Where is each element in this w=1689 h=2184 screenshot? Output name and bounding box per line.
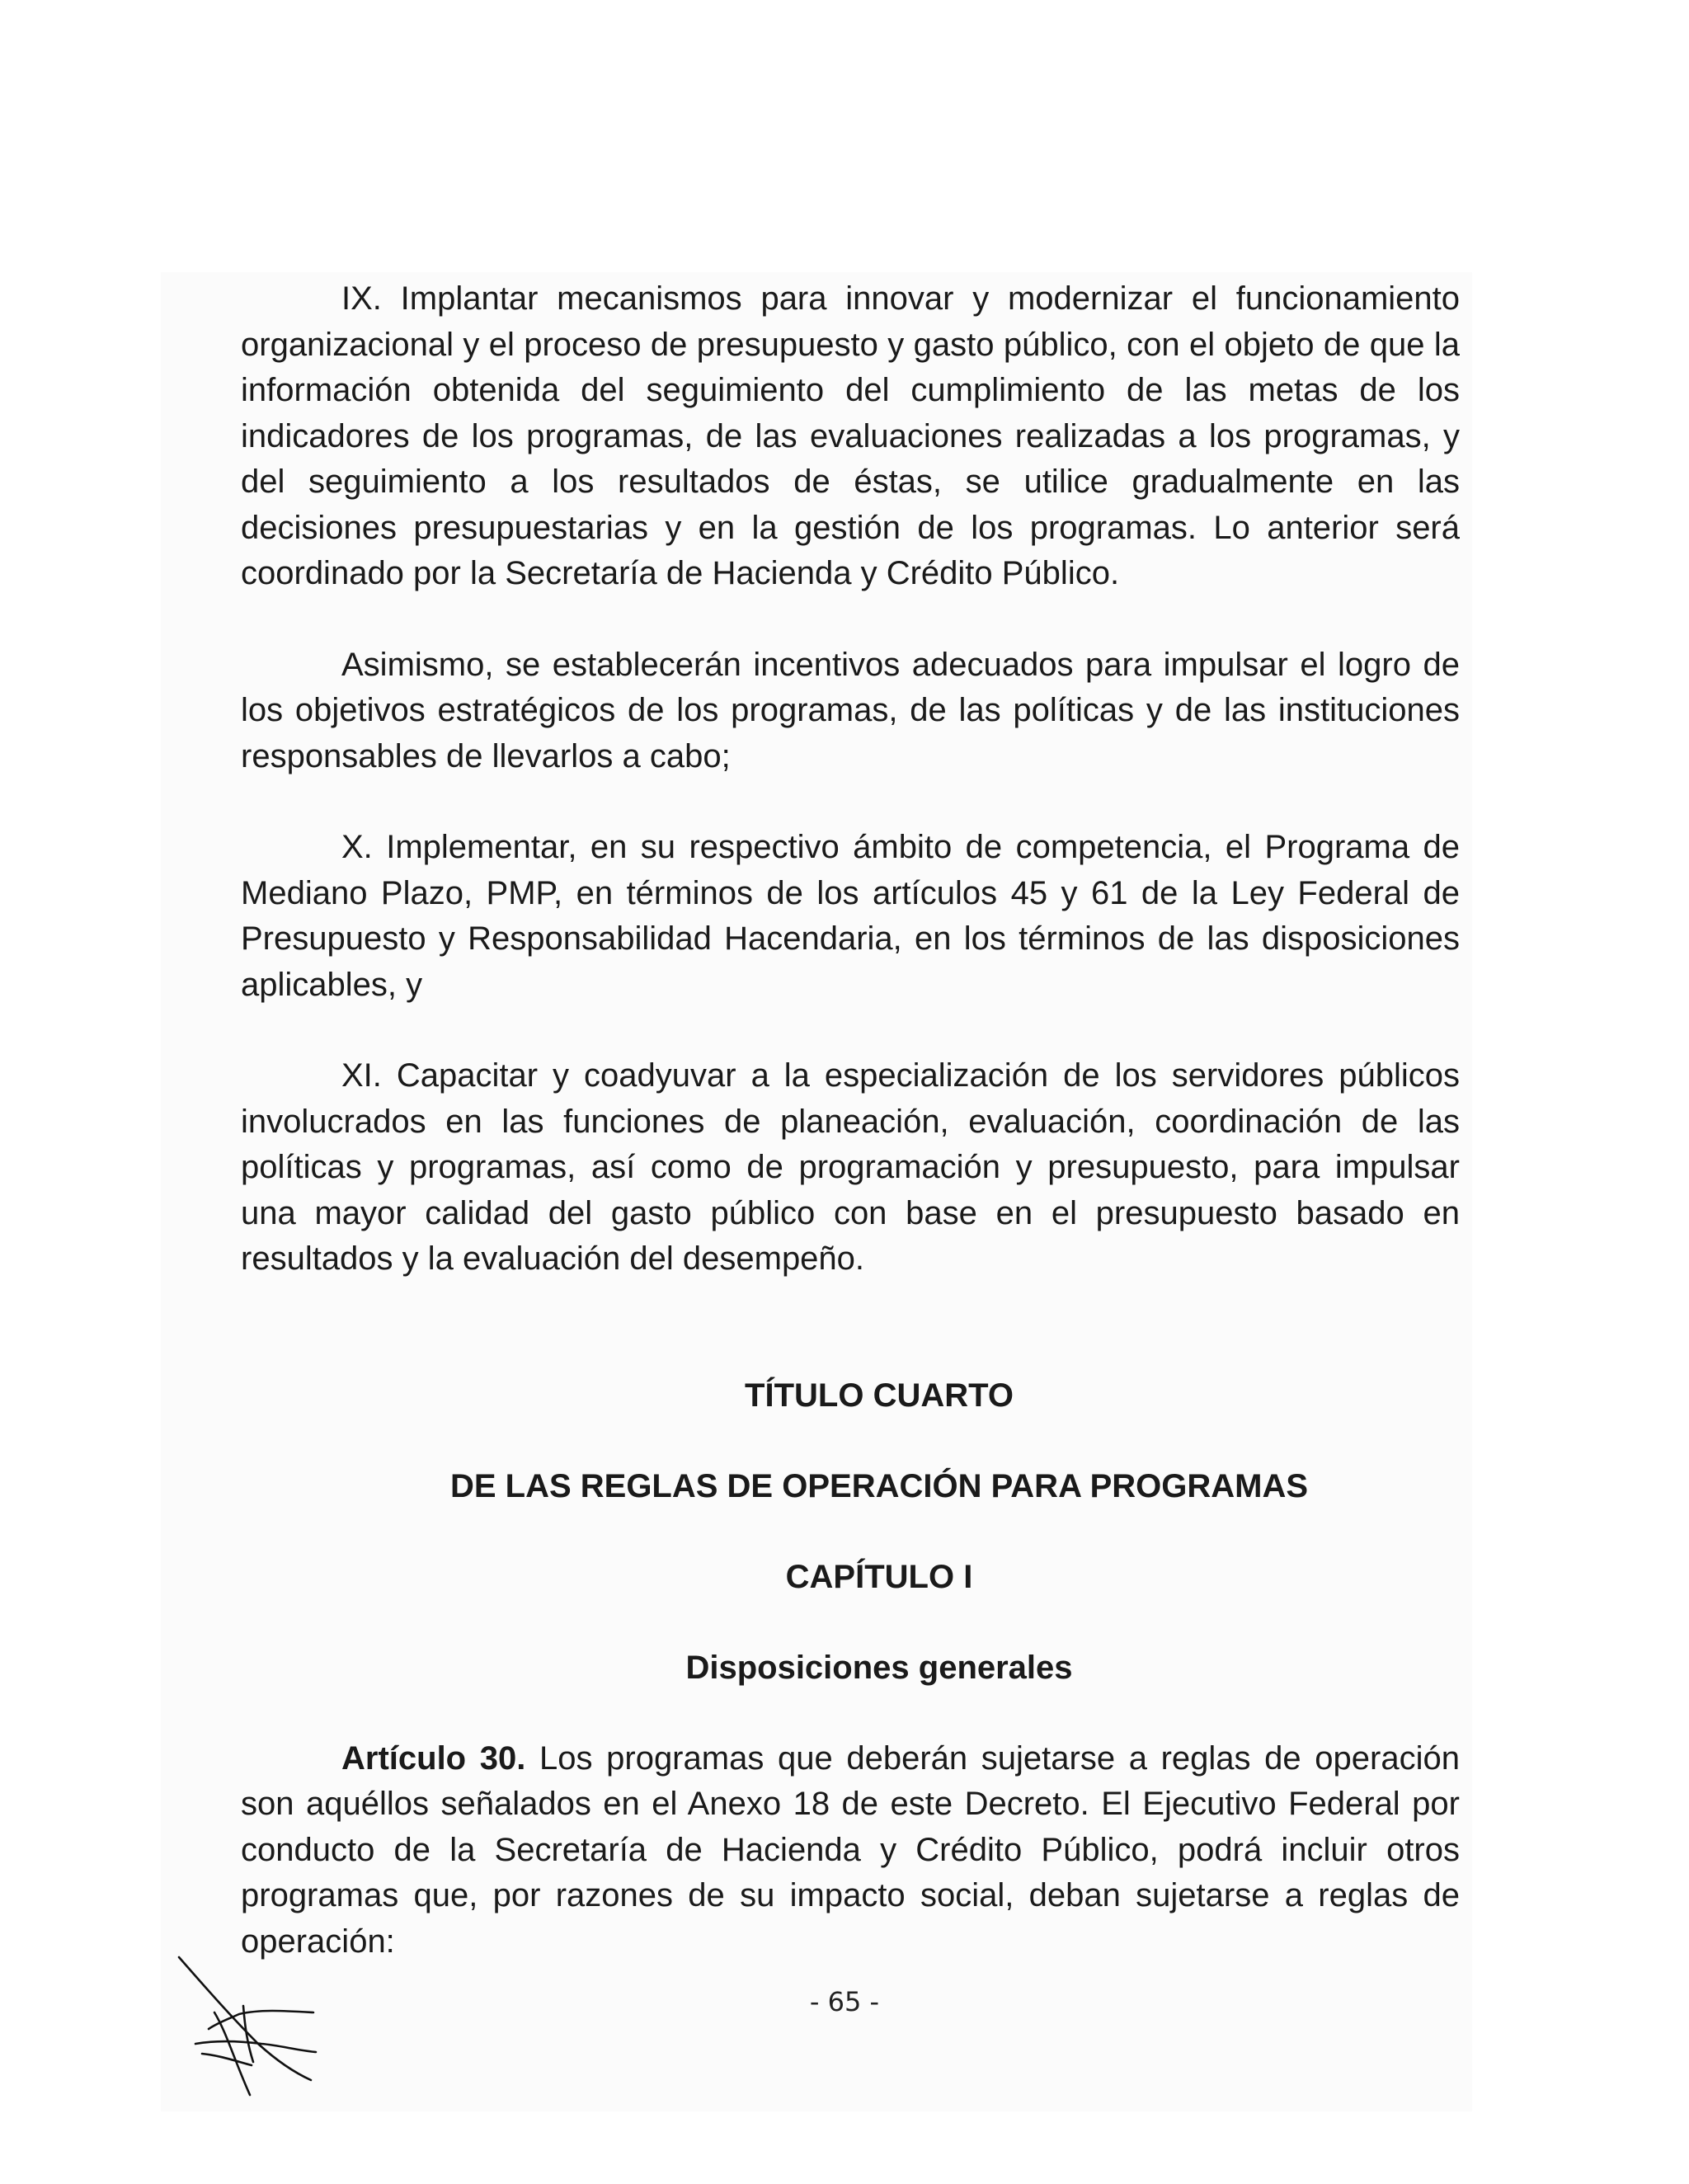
article-label: Artículo 30. [341, 1739, 526, 1777]
title-heading: TÍTULO CUARTO [745, 1377, 1014, 1414]
article-30-paragraph [241, 1736, 1460, 1965]
paragraph-xi: XI. Capacitar y coadyuvar a la especialización de los servidores públicos involucrados en las funciones de planeación, evaluación, coordinación de las políticas y programas, así como de programación y presupuesto, para impulsar una mayor calidad del gasto público con base en el presupuesto basado en resultados y la evaluación del desempeño. [241, 1057, 1460, 1277]
paragraph-asimismo: Asimismo, se establecerán incentivos adecuados para impulsar el logro de los objetivos estratégicos de los programas, de las políticas y de las instituciones responsables de llevarlos a cabo; [241, 646, 1460, 774]
paragraph-ix: IX. Implantar mecanismos para innovar y modernizar el funcionamiento organizacional y el proceso de presupuesto y gasto público, con el objeto de que la información obtenida del seguimiento del cumplimiento de las metas de los indicadores de los programas, de las evaluaciones realizadas a los programas, y del seguimiento a los resultados de éstas, se utilice gradualmente en las decisiones presupuestarias y en la gestión de los programas. Lo anterior será coordinado por la Secretaría de Hacienda y Crédito Público. [241, 280, 1460, 591]
page-number: - 65 - [809, 1986, 880, 2017]
paragraph-x: X. Implementar, en su respectivo ámbito de competencia, el Programa de Mediano Plazo, PMP, en términos de los artículos 45 y 61 de la Ley Federal de Presupuesto y Responsabilidad Hacendaria, en los términos de las disposiciones aplicables, y [241, 829, 1460, 1003]
document-body [241, 276, 1460, 1965]
section-heading: DE LAS REGLAS DE OPERACIÓN PARA PROGRAMAS [449, 1467, 1309, 1504]
chapter-heading: CAPÍTULO I [785, 1558, 973, 1595]
handwritten-signature [169, 1955, 334, 2099]
article-text: Los programas que deberán sujetarse a reglas de operación son aquéllos señalados en el Anexo 18 de este Decreto. El Ejecutivo Federal por conducto de la Secretaría de Hacienda y Crédito Público, podrá incluir otros programas que, por razones de su impacto social, deban sujetarse a reglas de operación: [241, 1739, 1460, 1960]
subsection-heading: Disposiciones generales [685, 1649, 1073, 1686]
